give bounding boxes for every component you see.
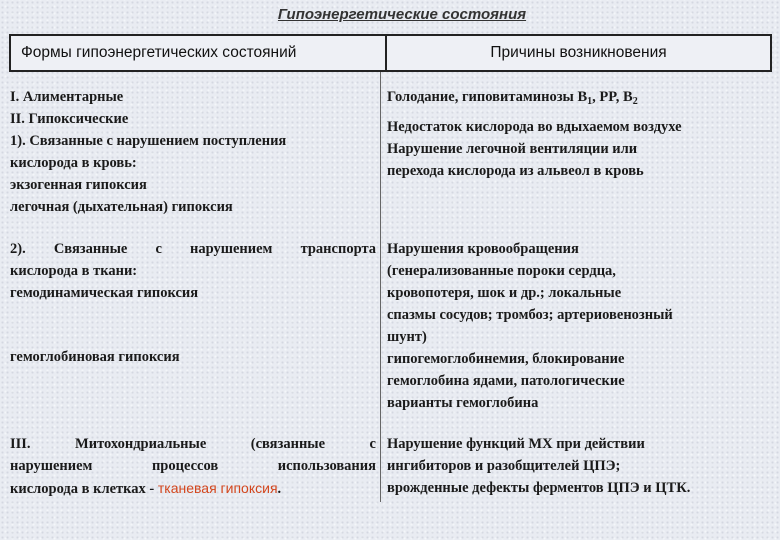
row1-cause-alimentary: Голодание, гиповитаминозы $B_1$, PP, $B_2$ <box>387 89 638 107</box>
row1-cause-line: Недостаток кислорода во вдыхаемом воздухе <box>387 119 682 135</box>
row1-form-line: II. Гипоксические <box>10 111 129 127</box>
row2-cause-line: (генерализованные пороки сердца, <box>387 263 616 279</box>
row3-causes <box>387 433 771 499</box>
row2-cause-line: гемоглобина ядами, патологические <box>387 373 625 389</box>
row1-form-line: I. Алиментарные <box>10 89 124 105</box>
row2-form-line: 2). Связанные с нарушением транспорта <box>10 241 376 257</box>
row3-form-line: III. Митохондриальные (связанные с <box>10 436 376 452</box>
page-title: Гипоэнергетические состояния <box>277 6 527 23</box>
row2-cause-line: варианты гемоглобина <box>387 395 539 411</box>
row2-cause-line: Нарушения кровообращения <box>387 241 579 257</box>
row2-cause-line: спазмы сосудов; тромбоз; артериовенозный <box>387 307 673 323</box>
row1-cause-line: перехода кислорода из альвеол в кровь <box>387 163 644 179</box>
row1-cause-line: Нарушение легочной вентиляции или <box>387 141 638 157</box>
row2-cause-line: гипогемоглобинемия, блокирование <box>387 351 625 367</box>
row3-form-line: нарушением процессов использования <box>10 458 376 474</box>
row2-form-line: кислорода в ткани: <box>10 263 138 279</box>
row3-forms <box>10 433 376 500</box>
row1-form-line: 1). Связанные с нарушением поступления <box>10 133 287 149</box>
row2-cause-line: шунт) <box>387 329 427 345</box>
row2-causes <box>387 238 771 414</box>
column-header-causes: Причины возникновения <box>387 34 772 72</box>
column-header-forms: Формы гипоэнергетических состояний <box>9 34 387 72</box>
row3-cause-line: Нарушение функций МХ при действии <box>387 436 645 452</box>
row2-form-line: гемодинамическая гипоксия <box>10 285 199 301</box>
row1-spacer <box>387 108 771 116</box>
row2-form-line: гемоглобиновая гипоксия <box>10 349 180 365</box>
row2-cause-line: кровопотеря, шок и др.; локальные <box>387 285 622 301</box>
row3-cause-line: врожденные дефекты ферментов ЦПЭ и ЦТК. <box>387 480 691 496</box>
row2-forms <box>10 238 376 304</box>
row1-form-line: экзогенная гипоксия <box>10 177 147 193</box>
column-divider <box>380 72 381 502</box>
row3-cause-line: ингибиторов и разобщителей ЦПЭ; <box>387 458 621 474</box>
row1-forms <box>10 86 376 218</box>
row1-form-line: легочная (дыхательная) гипоксия <box>10 199 233 215</box>
row2-form-hemoglobin <box>10 346 376 368</box>
row1-form-line: кислорода в кровь: <box>10 155 137 171</box>
tissue-hypoxia-highlight: тканевая гипоксия <box>157 480 278 496</box>
row3-form-line-last: кислорода в клетках - тканевая гипоксия. <box>10 480 282 497</box>
row1-causes <box>387 86 771 182</box>
